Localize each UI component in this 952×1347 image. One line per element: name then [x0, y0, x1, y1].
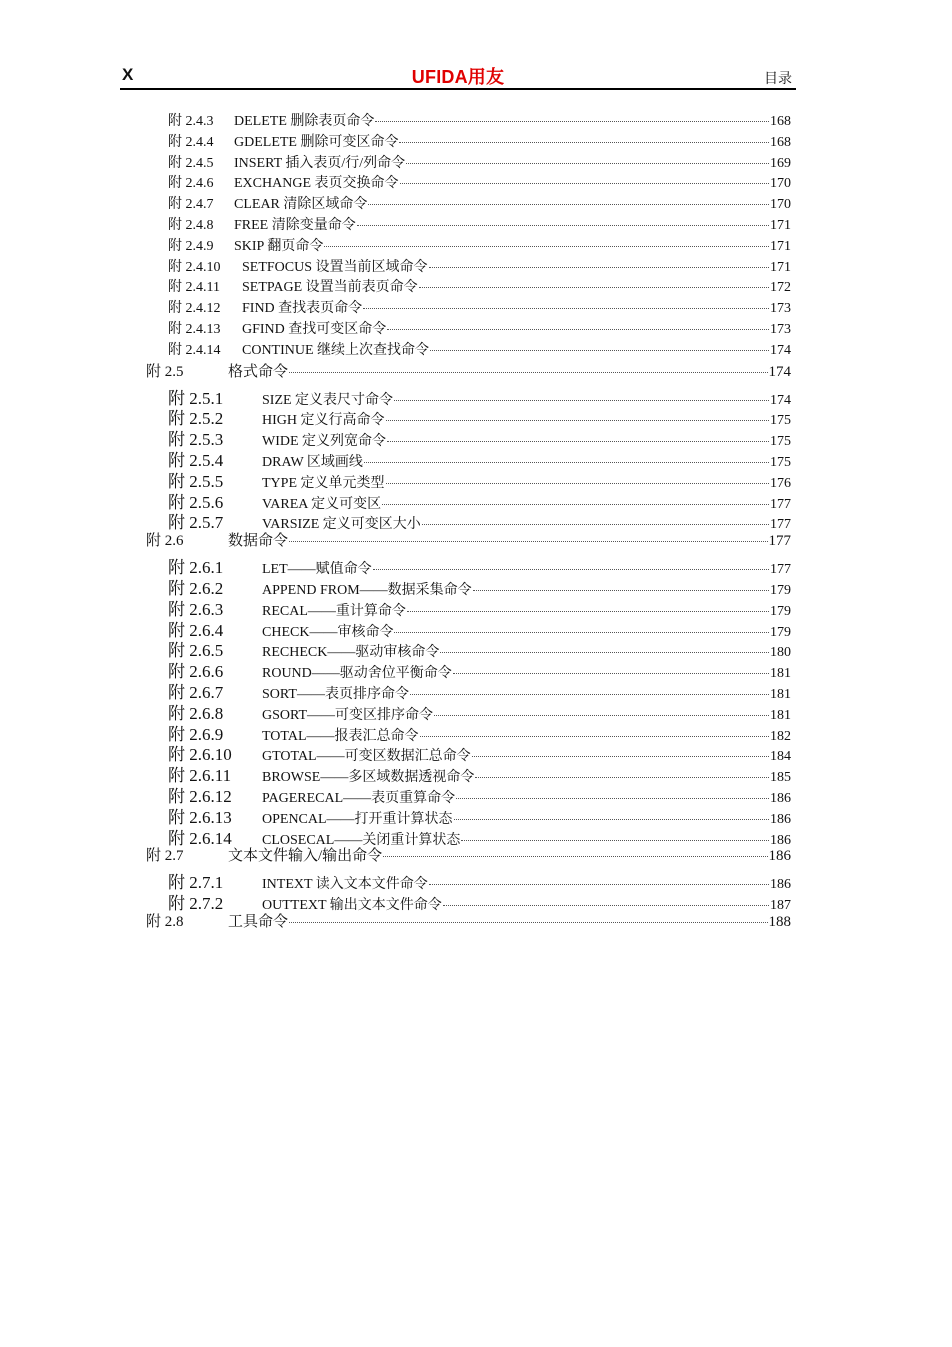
toc-entry[interactable] — [146, 110, 791, 131]
toc-entry-page: 186 — [768, 848, 791, 865]
toc-dot-leader — [472, 756, 769, 757]
toc-entry-number: 附 2.6 — [146, 533, 184, 550]
toc-dot-leader — [475, 777, 769, 778]
toc-entry[interactable] — [146, 446, 791, 470]
toc-entry-title: INSERT 插入表页/行/列命令 — [234, 155, 406, 171]
toc-entry-number: 附 2.6.14 — [168, 828, 232, 848]
section-title: 目录 — [764, 72, 792, 87]
toc-entry-number: 附 2.6.11 — [168, 766, 232, 786]
toc-entry[interactable] — [146, 318, 791, 339]
toc-entry-title: APPEND FROM——数据采集命令 — [262, 582, 472, 598]
toc-dot-leader — [400, 183, 770, 184]
toc-entry-page: 180 — [770, 645, 791, 661]
toc-entry-title: SIZE 定义表尺寸命令 — [262, 392, 394, 408]
toc-entry-number: 附 2.6.1 — [168, 558, 224, 578]
toc-entry[interactable] — [146, 172, 791, 193]
toc-entry-number: 附 2.4.10 — [168, 259, 221, 275]
toc-entry[interactable] — [146, 868, 791, 893]
toc-entry-title: INTEXT 读入文本文件命令 — [262, 877, 428, 893]
toc-dot-leader — [289, 922, 767, 923]
toc-entry-title: BROWSE——多区域数据透视命令 — [262, 770, 475, 786]
toc-entry-title: OPENCAL——打开重计算状态 — [262, 811, 453, 827]
toc-dot-leader — [363, 308, 769, 309]
toc-entry-page: 170 — [770, 176, 791, 192]
toc-entry[interactable] — [146, 384, 791, 408]
toc-entry-title: GFIND 查找可变区命令 — [242, 321, 387, 337]
toc-entry-page: 186 — [770, 877, 791, 893]
toc-entry-title: DRAW 区域画线 — [262, 454, 363, 470]
toc-entry[interactable] — [146, 553, 791, 578]
toc-entry-title: EXCHANGE 表页交换命令 — [234, 176, 399, 192]
toc-entry-page: 171 — [770, 259, 791, 275]
toc-entry[interactable] — [146, 467, 791, 491]
toc-dot-leader — [456, 798, 769, 799]
toc-entry-number: 附 2.4.14 — [168, 342, 221, 358]
toc-entry[interactable] — [146, 803, 791, 827]
toc-entry-title: TOTAL——报表汇总命令 — [262, 728, 419, 744]
toc-entry-number: 附 2.7.1 — [168, 873, 224, 893]
toc-entry-page: 171 — [770, 217, 791, 233]
header-rule — [120, 88, 796, 90]
toc-entry-page: 186 — [770, 832, 791, 848]
toc-entry-number: 附 2.6.5 — [168, 641, 224, 661]
toc-entry-number: 附 2.5.4 — [168, 450, 224, 470]
toc-dot-leader — [443, 905, 769, 906]
toc-entry[interactable] — [146, 235, 791, 256]
toc-entry-number: 附 2.4.4 — [168, 134, 214, 150]
toc-entry-title: VARSIZE 定义可变区大小 — [262, 517, 421, 533]
toc-dot-leader — [406, 163, 769, 164]
toc-dot-leader — [386, 483, 770, 484]
toc-entry-number: 附 2.4.13 — [168, 321, 221, 337]
toc-entry-number: 附 2.5.5 — [168, 471, 224, 491]
toc-dot-leader — [454, 819, 769, 820]
toc-entry-page: 186 — [770, 811, 791, 827]
toc-dot-leader — [387, 329, 769, 330]
toc-entry-title: WIDE 定义列宽命令 — [262, 434, 387, 450]
toc-entry-page: 182 — [770, 728, 791, 744]
toc-entry-title: OUTTEXT 输出文本文件命令 — [262, 898, 442, 914]
toc-dot-leader — [434, 715, 769, 716]
toc-dot-leader — [382, 504, 769, 505]
toc-entry-page: 177 — [768, 533, 791, 550]
toc-dot-leader — [386, 420, 770, 421]
toc-entry[interactable] — [146, 256, 791, 277]
toc-dot-leader — [394, 400, 769, 401]
toc-entry-title: 格式命令 — [228, 363, 289, 380]
toc-entry-title: TYPE 定义单元类型 — [262, 475, 385, 491]
toc-entry-page: 175 — [770, 434, 791, 450]
toc-entry-title: RECHECK——驱动审核命令 — [262, 645, 440, 661]
toc-entry[interactable] — [146, 339, 791, 360]
toc-entry-title: 文本文件输入/输出命令 — [228, 848, 383, 865]
toc-entry-number: 附 2.4.8 — [168, 217, 214, 233]
toc-dot-leader — [429, 884, 769, 885]
page-number-roman: X — [122, 65, 134, 84]
toc-entry[interactable] — [146, 824, 791, 848]
toc-entry-number: 附 2.7.2 — [168, 894, 224, 914]
toc-entry[interactable] — [146, 740, 791, 765]
toc-entry-title: LET——赋值命令 — [262, 562, 372, 578]
table-of-contents — [146, 110, 791, 934]
toc-entry-title: 工具命令 — [228, 913, 289, 930]
toc-dot-leader — [383, 856, 767, 857]
toc-dot-leader — [387, 441, 769, 442]
toc-entry[interactable] — [146, 508, 791, 533]
toc-entry-number: 附 2.6.3 — [168, 599, 224, 619]
toc-entry-number: 附 2.5.2 — [168, 409, 224, 429]
toc-entry-title: FIND 查找表页命令 — [242, 301, 363, 317]
toc-entry-number: 附 2.4.5 — [168, 155, 214, 171]
toc-dot-leader — [410, 694, 769, 695]
toc-dot-leader — [407, 611, 769, 612]
toc-entry-number: 附 2.6.7 — [168, 682, 224, 702]
toc-entry-page: 171 — [770, 238, 791, 254]
toc-entry-page: 175 — [770, 454, 791, 470]
toc-entry[interactable] — [146, 193, 791, 214]
toc-entry-page: 187 — [770, 898, 791, 914]
toc-entry-page: 179 — [770, 582, 791, 598]
toc-entry-title: CHECK——审核命令 — [262, 624, 394, 640]
toc-dot-leader — [399, 142, 769, 143]
toc-entry-number: 附 2.5.6 — [168, 492, 224, 512]
toc-entry-title: CLEAR 清除区域命令 — [234, 197, 368, 213]
toc-dot-leader — [461, 840, 769, 841]
toc-entry-title: GSORT——可变区排序命令 — [262, 707, 434, 723]
toc-entry-page: 177 — [770, 517, 791, 533]
toc-entry-number: 附 2.4.11 — [168, 280, 220, 296]
toc-entry-page: 177 — [770, 496, 791, 512]
toc-entry[interactable] — [146, 844, 791, 868]
toc-entry-number: 附 2.7 — [146, 848, 184, 865]
toc-entry-title: CONTINUE 继续上次查找命令 — [242, 342, 430, 358]
toc-dot-leader — [364, 462, 769, 463]
toc-entry-title: GDELETE 删除可变区命令 — [234, 134, 399, 150]
toc-dot-leader — [368, 204, 769, 205]
toc-entry-title: DELETE 删除表页命令 — [234, 114, 375, 129]
toc-entry[interactable] — [146, 276, 791, 297]
toc-dot-leader — [289, 541, 767, 542]
toc-entry-page: 184 — [770, 749, 791, 765]
toc-entry[interactable] — [146, 657, 791, 682]
toc-entry-page: 175 — [770, 413, 791, 429]
toc-dot-leader — [289, 372, 767, 373]
toc-entry-page: 179 — [770, 603, 791, 619]
toc-entry[interactable] — [146, 699, 791, 723]
toc-entry-page: 174 — [770, 342, 791, 358]
toc-entry-page: 179 — [770, 624, 791, 640]
toc-entry-number: 附 2.4.12 — [168, 301, 221, 317]
toc-entry-number: 附 2.6.13 — [168, 807, 232, 827]
toc-entry-title: SORT——表页排序命令 — [262, 686, 409, 702]
toc-entry[interactable] — [146, 131, 791, 152]
brand-logo-latin: UFIDA — [411, 67, 468, 87]
toc-entry[interactable] — [146, 720, 791, 744]
toc-entry[interactable] — [146, 214, 791, 235]
toc-dot-leader — [429, 267, 769, 268]
toc-dot-leader — [420, 736, 769, 737]
toc-entry-number: 附 2.6.10 — [168, 745, 232, 765]
toc-entry[interactable] — [146, 574, 791, 598]
toc-entry-number: 附 2.4.9 — [168, 238, 214, 254]
toc-entry[interactable] — [146, 488, 791, 512]
toc-entry-title: SKIP 翻页命令 — [234, 238, 324, 254]
toc-entry-page: 174 — [768, 363, 791, 380]
toc-entry[interactable] — [146, 636, 791, 661]
toc-entry-page: 186 — [770, 790, 791, 806]
toc-entry-number: 附 2.5.7 — [168, 513, 224, 533]
toc-entry-title: ROUND——驱动舍位平衡命令 — [262, 666, 452, 682]
toc-entry-title: PAGERECAL——表页重算命令 — [262, 790, 456, 806]
toc-entry-page: 177 — [770, 562, 791, 578]
toc-entry-title: GTOTAL——可变区数据汇总命令 — [262, 749, 471, 765]
toc-entry[interactable] — [146, 297, 791, 318]
toc-entry-title: 数据命令 — [228, 533, 289, 550]
toc-entry[interactable] — [146, 152, 791, 173]
toc-entry-page: 181 — [770, 707, 791, 723]
toc-dot-leader — [357, 225, 769, 226]
brand-logo-cn: 用友 — [467, 67, 505, 87]
page-header — [120, 62, 796, 88]
toc-dot-leader — [473, 590, 769, 591]
toc-dot-leader — [375, 121, 769, 122]
toc-entry-title: SETFOCUS 设置当前区域命令 — [242, 259, 428, 275]
toc-entry[interactable] — [146, 529, 791, 553]
toc-entry-page: 172 — [770, 280, 791, 296]
toc-dot-leader — [440, 652, 769, 653]
toc-dot-leader — [324, 246, 769, 247]
toc-entry-title: VAREA 定义可变区 — [262, 496, 382, 512]
toc-entry-page: 181 — [770, 686, 791, 702]
toc-entry-page: 173 — [770, 321, 791, 337]
toc-entry[interactable] — [146, 616, 791, 640]
toc-entry-page: 174 — [770, 392, 791, 408]
toc-entry[interactable] — [146, 678, 791, 702]
toc-entry-number: 附 2.4.7 — [168, 197, 214, 213]
toc-entry-title: SETPAGE 设置当前表页命令 — [242, 280, 418, 296]
toc-entry-page: 168 — [770, 134, 791, 150]
toc-entry-number: 附 2.5.1 — [168, 388, 224, 408]
toc-entry-page: 168 — [770, 114, 791, 129]
toc-dot-leader — [419, 287, 769, 288]
toc-entry-number: 附 2.6.8 — [168, 703, 224, 723]
toc-entry[interactable] — [146, 360, 791, 384]
toc-entry-title: CLOSECAL——关闭重计算状态 — [262, 832, 461, 848]
toc-dot-leader — [453, 673, 769, 674]
toc-entry-page: 169 — [770, 155, 791, 171]
toc-entry-page: 170 — [770, 197, 791, 213]
toc-entry-page: 181 — [770, 666, 791, 682]
toc-entry-page: 188 — [768, 913, 791, 930]
toc-dot-leader — [430, 350, 769, 351]
toc-dot-leader — [394, 632, 769, 633]
toc-entry-title: HIGH 定义行高命令 — [262, 413, 385, 429]
toc-entry-number: 附 2.8 — [146, 913, 184, 930]
toc-entry[interactable] — [146, 910, 791, 934]
toc-entry-number: 附 2.5 — [146, 363, 184, 380]
toc-entry[interactable] — [146, 889, 791, 914]
toc-entry-number: 附 2.6.4 — [168, 620, 224, 640]
toc-entry-page: 173 — [770, 301, 791, 317]
toc-dot-leader — [422, 524, 769, 525]
toc-entry-page: 185 — [770, 770, 791, 786]
toc-entry-number: 附 2.4.6 — [168, 176, 214, 192]
toc-entry-title: FREE 清除变量命令 — [234, 217, 356, 233]
toc-entry-number: 附 2.5.3 — [168, 430, 224, 450]
toc-entry-number: 附 2.4.3 — [168, 114, 214, 129]
toc-entry-number: 附 2.6.9 — [168, 724, 224, 744]
toc-entry-number: 附 2.6.12 — [168, 786, 232, 806]
brand-logo — [120, 63, 796, 89]
toc-entry[interactable] — [146, 425, 791, 450]
toc-entry-number: 附 2.6.6 — [168, 662, 224, 682]
toc-entry-page: 176 — [770, 475, 791, 491]
toc-entry-number: 附 2.6.2 — [168, 578, 224, 598]
toc-entry-title: RECAL——重计算命令 — [262, 603, 406, 619]
toc-dot-leader — [373, 569, 769, 570]
toc-entry[interactable] — [146, 404, 791, 429]
